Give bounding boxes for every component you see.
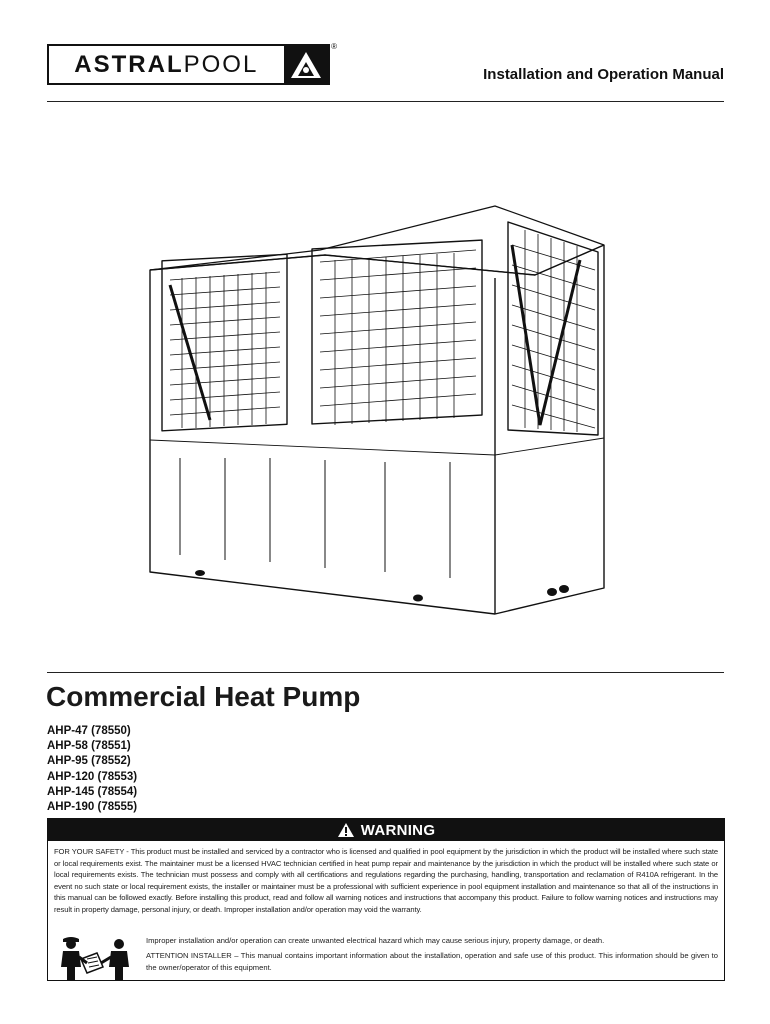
- warning-heading: WARNING: [360, 821, 436, 839]
- brand-mark-icon: [284, 42, 337, 83]
- model-item: AHP-120 (78553): [47, 770, 138, 783]
- warning-triangle-icon: [337, 822, 355, 838]
- brand-logo: [47, 42, 337, 85]
- model-list: [47, 724, 137, 815]
- section-divider: [47, 672, 724, 673]
- warning-box: [47, 818, 725, 981]
- safety-text: FOR YOUR SAFETY - This product must be installed and serviced by a contractor who is licensed and qualified in pool equipment by the jurisdiction in which the product will be installed where such state or local requirements exist. The maintainer must be a licensed HVAC technician certified in heat pump repair and maintenance by the jurisdiction in which the product will be installed where such state or local requirements exists. The technician must possess and comply with all certifications and regulations regarding the purchasing, handling, transportation and reclamation of R410A refrigerant. In the event no such state or local requirement exists, the installer or maintainer must be a professional with sufficient experience in pool equipment installation and maintenance so that all of the instructions in this manual can be followed exactly. Before installing this product, read and follow all warning notices and instructions that accompany this product. Failure to follow warning notices and instructions may result in property damage, personal injury, or death. Improper installation and/or operation may void the warranty.: [54, 847, 718, 914]
- header-divider: [47, 101, 724, 102]
- brand-secondary: POOL: [183, 50, 259, 78]
- hazard-text: Improper installation and/or operation can create unwanted electrical hazard which may cause serious injury, property damage, or death.: [146, 936, 605, 945]
- product-title: Commercial Heat Pump: [46, 681, 361, 712]
- model-item: AHP-95 (78552): [47, 755, 131, 768]
- heat-pump-illustration: [140, 200, 620, 620]
- brand-primary: ASTRAL: [74, 50, 184, 78]
- model-item: AHP-47 (78550): [47, 725, 131, 737]
- attention-text: ATTENTION INSTALLER – This manual contains important information about the installation, operation and safe use of this product. This information should be given to the owner/operator of this equipment.: [146, 951, 718, 972]
- brand-wordmark: [49, 46, 284, 83]
- installer-handover-icon: [57, 937, 133, 981]
- model-item: AHP-58 (78551): [47, 740, 131, 753]
- model-item: AHP-190 (78555): [47, 801, 138, 814]
- model-item: AHP-145 (78554): [47, 785, 138, 798]
- manual-title: Installation and Operation Manual: [483, 66, 724, 83]
- warning-header: [48, 819, 724, 841]
- registered-mark: ®: [331, 42, 337, 51]
